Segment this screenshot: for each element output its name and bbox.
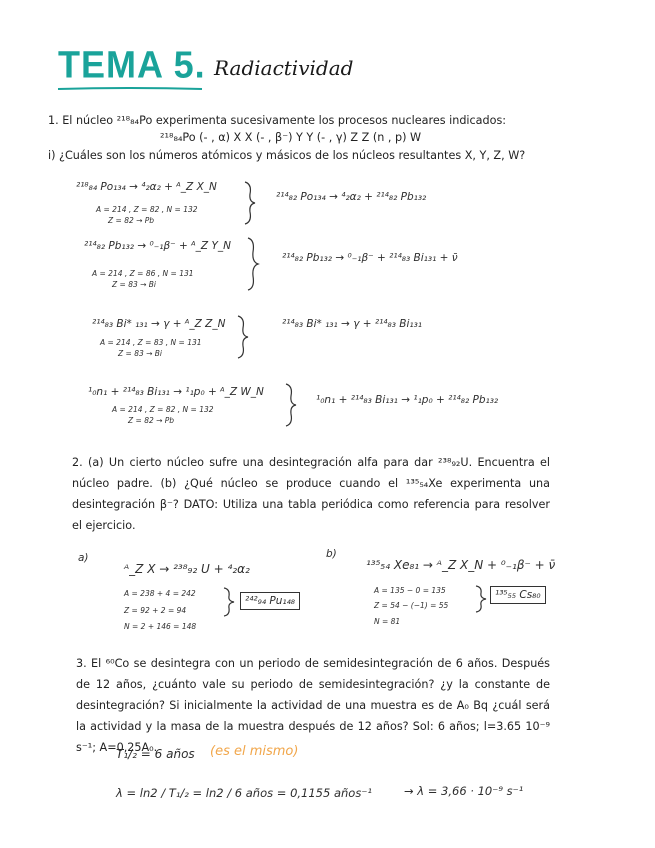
title-underline [56, 86, 206, 92]
q2-a-calc3: N = 2 + 146 = 148 [124, 622, 197, 631]
q2-b-equation: ¹³⁵₅₄ Xe₈₁ → ᴬ_Z X_N + ⁰₋₁β⁻ + ν̄ [366, 558, 556, 572]
q1-d-result: ¹₀n₁ + ²¹⁴₈₃ Bi₁₃₁ → ¹₁p₀ + ²¹⁴₈₂ Pb₁₃₂ [316, 394, 499, 406]
q3-half-life: T₁/₂ = 6 años [116, 747, 195, 761]
q1-d-calc2: Z = 82 → Pb [128, 416, 175, 425]
q1-b-result: ²¹⁴₈₂ Pb₁₃₂ → ⁰₋₁β⁻ + ²¹⁴₈₃ Bi₁₃₁ + ν̄ [282, 252, 458, 264]
q1-a-calc2: Z = 82 → Pb [108, 216, 155, 225]
q3-text: 3. El ⁶⁰Co se desintegra con un periodo de semidesintegración de 6 años. Después de 12 años, ¿cuánto vale su periodo de semidesintegración? ¿y la constante de desintegración? Si inicialmente la actividad de una muestra es de A₀ Bq ¿cuál será la actividad y la masa de la muestra después de 12 años? Sol: 6 años; l=3.65 10⁻⁹ s⁻¹; A=0,25A₀. [76, 657, 550, 754]
q2-a-calc2: Z = 92 + 2 = 94 [124, 606, 187, 615]
q1-c-calc1: A = 214 , Z = 83 , N = 131 [100, 338, 202, 347]
q1-b-brace [246, 236, 260, 292]
q1-text: 1. El núcleo ²¹⁸₈₄Po experimenta sucesivamente los procesos nucleares indicados: [48, 114, 507, 127]
q1-d-calc1: A = 214 , Z = 82 , N = 132 [112, 405, 214, 414]
q2-b-label: b) [326, 548, 337, 560]
q3-note: (es el mismo) [210, 744, 299, 759]
q2-a-result: ²⁴²₉₄ Pu₁₄₈ [240, 592, 300, 610]
q2-b-calc3: N = 81 [374, 617, 401, 626]
q1-a-brace [243, 180, 257, 226]
q1-c-result: ²¹⁴₈₃ Bi* ₁₃₁ → γ + ²¹⁴₈₃ Bi₁₃₁ [282, 318, 423, 330]
page-subtitle: Radiactividad [214, 56, 354, 80]
q1-processes: ²¹⁸₈₄Po (- , α) X X (- , β⁻) Y Y (- , γ) Z Z (n , p) W [160, 131, 422, 144]
q1-a-calc1: A = 214 , Z = 82 , N = 132 [96, 205, 198, 214]
q1-b-calc2: Z = 83 → Bi [112, 280, 157, 289]
q1-a-result: ²¹⁴₈₂ Po₁₃₄ → ⁴₂α₂ + ²¹⁴₈₂ Pb₁₃₂ [276, 191, 427, 203]
q1-a-equation: ²¹⁸₈₄ Po₁₃₄ → ⁴₂α₂ + ᴬ_Z X_N [76, 181, 217, 193]
q1-b-calc1: A = 214 , Z = 86 , N = 131 [92, 269, 194, 278]
q3-lambda-result: → λ = 3,66 · 10⁻⁹ s⁻¹ [404, 784, 524, 798]
q2-b-calc1: A = 135 − 0 = 135 [374, 586, 446, 595]
q1-b-equation: ²¹⁴₈₂ Pb₁₃₂ → ⁰₋₁β⁻ + ᴬ_Z Y_N [84, 240, 231, 252]
q1-question: i) ¿Cuáles son los números atómicos y másicos de los núcleos resultantes X, Y, Z, W? [48, 149, 526, 162]
q2-b-brace [474, 584, 488, 614]
q2-a-equation: ᴬ_Z X → ²³⁸₉₂ U + ⁴₂α₂ [124, 562, 250, 576]
q2-a-label: a) [78, 552, 89, 564]
q2-a-calc1: A = 238 + 4 = 242 [124, 589, 196, 598]
q2-text: 2. (a) Un cierto núcleo sufre una desintegración alfa para dar ²³⁸₉₂U. Encuentra el núcleo padre. (b) ¿Qué núcleo se produce cuando el ¹³⁵₅₄Xe experimenta una desintegración β⁻? DATO: Utiliza una tabla periódica como referencia para resolver el ejercicio. [72, 456, 550, 532]
q2-b-result: ¹³⁵₅₅ Cs₈₀ [490, 586, 546, 604]
q1-d-equation: ¹₀n₁ + ²¹⁴₈₃ Bi₁₃₁ → ¹₁p₀ + ᴬ_Z W_N [88, 386, 264, 398]
page-title: TEMA 5. [58, 42, 206, 86]
q2-b-calc2: Z = 54 − (−1) = 55 [374, 601, 449, 610]
q1-c-calc2: Z = 83 → Bi [118, 349, 163, 358]
q1-c-brace [236, 314, 250, 360]
q1-d-brace [284, 382, 298, 428]
q1-c-equation: ²¹⁴₈₃ Bi* ₁₃₁ → γ + ᴬ_Z Z_N [92, 318, 226, 330]
q3-lambda-equation: λ = ln2 / T₁/₂ = ln2 / 6 años = 0,1155 años⁻¹ [116, 786, 373, 800]
q2-a-brace [222, 586, 236, 618]
